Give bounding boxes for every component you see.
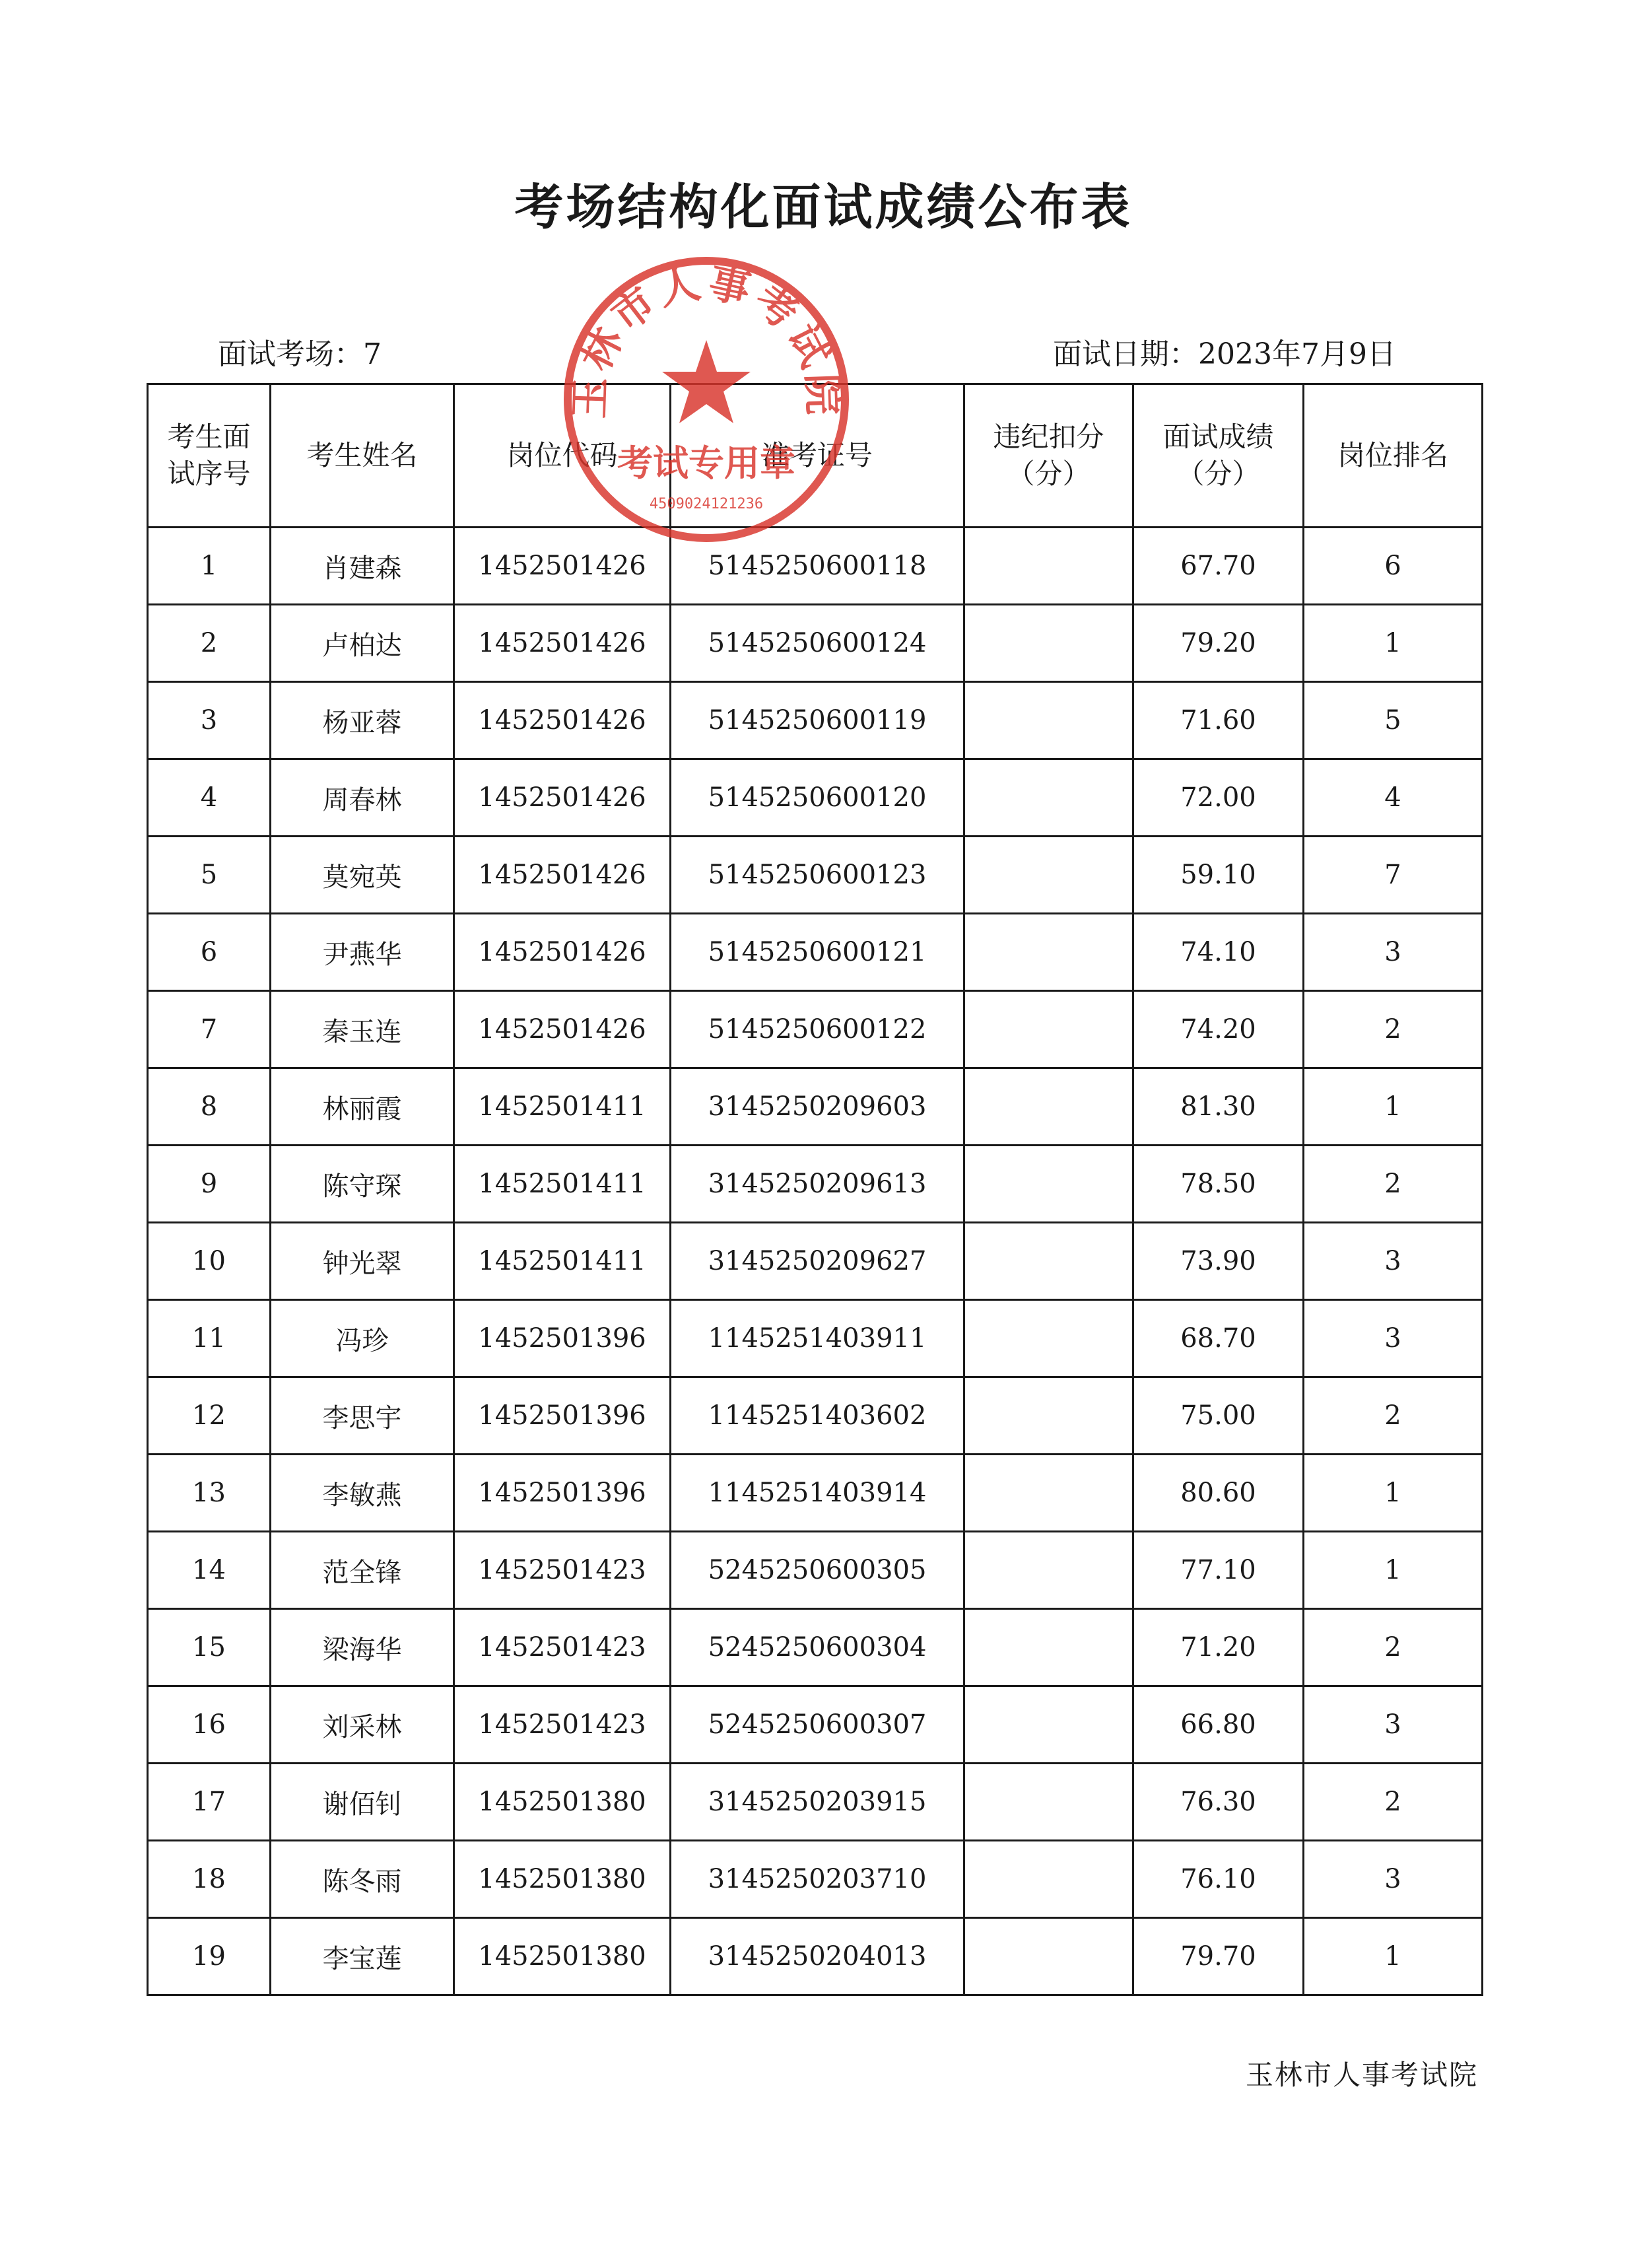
row-ticket-number: 3145250209603 xyxy=(671,1068,964,1146)
row-seq: 15 xyxy=(148,1609,271,1686)
table-row xyxy=(148,1609,1483,1686)
row-score: 79.20 xyxy=(1133,605,1304,682)
seal-ring-textpath: 玉林市人事考试院 xyxy=(564,258,848,420)
row-post-code: 1452501426 xyxy=(454,682,671,759)
row-deduction xyxy=(964,759,1133,837)
row-seq: 14 xyxy=(148,1532,271,1609)
row-rank: 1 xyxy=(1304,605,1483,682)
row-seq: 12 xyxy=(148,1377,271,1455)
table-row xyxy=(148,1146,1483,1223)
row-deduction xyxy=(964,1841,1133,1918)
row-rank: 7 xyxy=(1304,837,1483,914)
row-score: 74.20 xyxy=(1133,991,1304,1068)
row-score: 76.10 xyxy=(1133,1841,1304,1918)
row-candidate-name: 林丽霞 xyxy=(271,1068,454,1146)
row-score: 71.20 xyxy=(1133,1609,1304,1686)
table-row xyxy=(148,605,1483,682)
table-row xyxy=(148,1918,1483,1995)
header-name: 考生姓名 xyxy=(271,384,454,528)
row-candidate-name: 陈冬雨 xyxy=(271,1841,454,1918)
table-row xyxy=(148,1223,1483,1300)
row-post-code: 1452501396 xyxy=(454,1455,671,1532)
row-ticket-number: 5245250600304 xyxy=(671,1609,964,1686)
exam-date-value: 2023年7月9日 xyxy=(1198,337,1396,371)
seal-serial: 4509024121236 xyxy=(649,496,764,512)
table-row xyxy=(148,1300,1483,1377)
row-score: 74.10 xyxy=(1133,914,1304,991)
row-rank: 4 xyxy=(1304,759,1483,837)
row-post-code: 1452501380 xyxy=(454,1841,671,1918)
exam-date-line xyxy=(1053,330,1396,372)
header-post-code: 岗位代码 xyxy=(454,384,671,528)
row-score: 73.90 xyxy=(1133,1223,1304,1300)
row-candidate-name: 杨亚蓉 xyxy=(271,682,454,759)
row-candidate-name: 莫宛英 xyxy=(271,837,454,914)
row-seq: 10 xyxy=(148,1223,271,1300)
row-deduction xyxy=(964,991,1133,1068)
row-deduction xyxy=(964,1146,1133,1223)
row-ticket-number: 5145250600121 xyxy=(671,914,964,991)
row-rank: 1 xyxy=(1304,1532,1483,1609)
row-rank: 1 xyxy=(1304,1918,1483,1995)
row-deduction xyxy=(964,1764,1133,1841)
row-seq: 5 xyxy=(148,837,271,914)
row-rank: 2 xyxy=(1304,991,1483,1068)
row-post-code: 1452501426 xyxy=(454,991,671,1068)
row-seq: 2 xyxy=(148,605,271,682)
row-score: 66.80 xyxy=(1133,1686,1304,1764)
row-seq: 18 xyxy=(148,1841,271,1918)
row-seq: 13 xyxy=(148,1455,271,1532)
row-candidate-name: 李敏燕 xyxy=(271,1455,454,1532)
header-deduction: 违纪扣分（分） xyxy=(964,384,1133,528)
row-candidate-name: 冯珍 xyxy=(271,1300,454,1377)
row-candidate-name: 谢佰钊 xyxy=(271,1764,454,1841)
row-ticket-number: 5145250600118 xyxy=(671,528,964,605)
row-ticket-number: 3145250209627 xyxy=(671,1223,964,1300)
row-ticket-number: 5245250600307 xyxy=(671,1686,964,1764)
exam-room-value: 7 xyxy=(363,337,382,371)
row-candidate-name: 尹燕华 xyxy=(271,914,454,991)
row-rank: 3 xyxy=(1304,914,1483,991)
seal-inner-text: 考试专用章 xyxy=(617,442,795,484)
row-post-code: 1452501423 xyxy=(454,1609,671,1686)
row-seq: 7 xyxy=(148,991,271,1068)
row-deduction xyxy=(964,1068,1133,1146)
row-rank: 1 xyxy=(1304,1068,1483,1146)
row-rank: 6 xyxy=(1304,528,1483,605)
row-deduction xyxy=(964,682,1133,759)
row-deduction xyxy=(964,605,1133,682)
exam-date-label: 面试日期： xyxy=(1053,337,1198,371)
row-ticket-number: 3145250209613 xyxy=(671,1146,964,1223)
row-deduction xyxy=(964,1223,1133,1300)
row-post-code: 1452501423 xyxy=(454,1686,671,1764)
row-deduction xyxy=(964,914,1133,991)
row-candidate-name: 钟光翠 xyxy=(271,1223,454,1300)
row-seq: 8 xyxy=(148,1068,271,1146)
table-row xyxy=(148,914,1483,991)
table-row xyxy=(148,759,1483,837)
row-post-code: 1452501426 xyxy=(454,914,671,991)
row-ticket-number: 5145250600120 xyxy=(671,759,964,837)
row-score: 79.70 xyxy=(1133,1918,1304,1995)
row-ticket-number: 3145250203915 xyxy=(671,1764,964,1841)
row-candidate-name: 秦玉连 xyxy=(271,991,454,1068)
row-seq: 16 xyxy=(148,1686,271,1764)
row-score: 68.70 xyxy=(1133,1300,1304,1377)
row-candidate-name: 李宝莲 xyxy=(271,1918,454,1995)
row-score: 77.10 xyxy=(1133,1532,1304,1609)
row-seq: 9 xyxy=(148,1146,271,1223)
row-ticket-number: 5145250600119 xyxy=(671,682,964,759)
row-ticket-number: 3145250204013 xyxy=(671,1918,964,1995)
official-seal xyxy=(555,248,858,551)
row-rank: 2 xyxy=(1304,1609,1483,1686)
row-post-code: 1452501380 xyxy=(454,1918,671,1995)
row-candidate-name: 李思宇 xyxy=(271,1377,454,1455)
row-candidate-name: 范全锋 xyxy=(271,1532,454,1609)
row-post-code: 1452501380 xyxy=(454,1764,671,1841)
row-deduction xyxy=(964,837,1133,914)
row-ticket-number: 1145251403911 xyxy=(671,1300,964,1377)
row-post-code: 1452501423 xyxy=(454,1532,671,1609)
row-deduction xyxy=(964,528,1133,605)
row-seq: 4 xyxy=(148,759,271,837)
row-post-code: 1452501411 xyxy=(454,1146,671,1223)
row-seq: 11 xyxy=(148,1300,271,1377)
row-score: 80.60 xyxy=(1133,1455,1304,1532)
row-deduction xyxy=(964,1377,1133,1455)
table-row xyxy=(148,682,1483,759)
row-post-code: 1452501396 xyxy=(454,1300,671,1377)
row-seq: 6 xyxy=(148,914,271,991)
row-candidate-name: 刘采林 xyxy=(271,1686,454,1764)
table-row xyxy=(148,1068,1483,1146)
table-row xyxy=(148,1764,1483,1841)
table-row xyxy=(148,1532,1483,1609)
row-post-code: 1452501426 xyxy=(454,837,671,914)
row-rank: 2 xyxy=(1304,1146,1483,1223)
scores-table xyxy=(147,383,1483,1996)
row-rank: 3 xyxy=(1304,1300,1483,1377)
table-row xyxy=(148,1377,1483,1455)
row-ticket-number: 1145251403602 xyxy=(671,1377,964,1455)
row-post-code: 1452501396 xyxy=(454,1377,671,1455)
row-candidate-name: 陈守琛 xyxy=(271,1146,454,1223)
exam-room-line xyxy=(218,330,382,372)
row-candidate-name: 周春林 xyxy=(271,759,454,837)
document-title: 考场结构化面试成绩公布表 xyxy=(514,179,1133,236)
table-row xyxy=(148,837,1483,914)
row-rank: 3 xyxy=(1304,1686,1483,1764)
header-ticket-number: 准考证号 xyxy=(671,384,964,528)
row-ticket-number: 5145250600122 xyxy=(671,991,964,1068)
row-post-code: 1452501411 xyxy=(454,1223,671,1300)
row-seq: 17 xyxy=(148,1764,271,1841)
row-seq: 3 xyxy=(148,682,271,759)
row-score: 71.60 xyxy=(1133,682,1304,759)
header-score: 面试成绩（分） xyxy=(1133,384,1304,528)
row-deduction xyxy=(964,1300,1133,1377)
table-row xyxy=(148,1841,1483,1918)
row-score: 76.30 xyxy=(1133,1764,1304,1841)
header-rank: 岗位排名 xyxy=(1304,384,1483,528)
row-rank: 1 xyxy=(1304,1455,1483,1532)
row-score: 78.50 xyxy=(1133,1146,1304,1223)
seal-star-icon xyxy=(662,340,751,423)
row-deduction xyxy=(964,1609,1133,1686)
row-ticket-number: 1145251403914 xyxy=(671,1455,964,1532)
row-candidate-name: 卢柏达 xyxy=(271,605,454,682)
row-rank: 3 xyxy=(1304,1223,1483,1300)
row-rank: 5 xyxy=(1304,682,1483,759)
row-rank: 3 xyxy=(1304,1841,1483,1918)
table-body xyxy=(148,528,1483,1995)
row-deduction xyxy=(964,1918,1133,1995)
row-score: 72.00 xyxy=(1133,759,1304,837)
row-deduction xyxy=(964,1686,1133,1764)
row-score: 67.70 xyxy=(1133,528,1304,605)
header-seq: 考生面试序号 xyxy=(148,384,271,528)
row-ticket-number: 5145250600123 xyxy=(671,837,964,914)
table-row xyxy=(148,1686,1483,1764)
row-seq: 19 xyxy=(148,1918,271,1995)
row-candidate-name: 肖建森 xyxy=(271,528,454,605)
row-rank: 2 xyxy=(1304,1764,1483,1841)
row-candidate-name: 梁海华 xyxy=(271,1609,454,1686)
row-score: 81.30 xyxy=(1133,1068,1304,1146)
row-ticket-number: 5145250600124 xyxy=(671,605,964,682)
table-row xyxy=(148,1455,1483,1532)
row-score: 75.00 xyxy=(1133,1377,1304,1455)
exam-room-label: 面试考场： xyxy=(218,337,363,371)
row-score: 59.10 xyxy=(1133,837,1304,914)
row-ticket-number: 3145250203710 xyxy=(671,1841,964,1918)
footer-issuer: 玉林市人事考试院 xyxy=(1245,2059,1478,2091)
row-post-code: 1452501426 xyxy=(454,528,671,605)
table-row xyxy=(148,991,1483,1068)
row-post-code: 1452501426 xyxy=(454,759,671,837)
row-ticket-number: 5245250600305 xyxy=(671,1532,964,1609)
row-deduction xyxy=(964,1455,1133,1532)
row-post-code: 1452501426 xyxy=(454,605,671,682)
row-deduction xyxy=(964,1532,1133,1609)
row-seq: 1 xyxy=(148,528,271,605)
row-post-code: 1452501411 xyxy=(454,1068,671,1146)
row-rank: 2 xyxy=(1304,1377,1483,1455)
